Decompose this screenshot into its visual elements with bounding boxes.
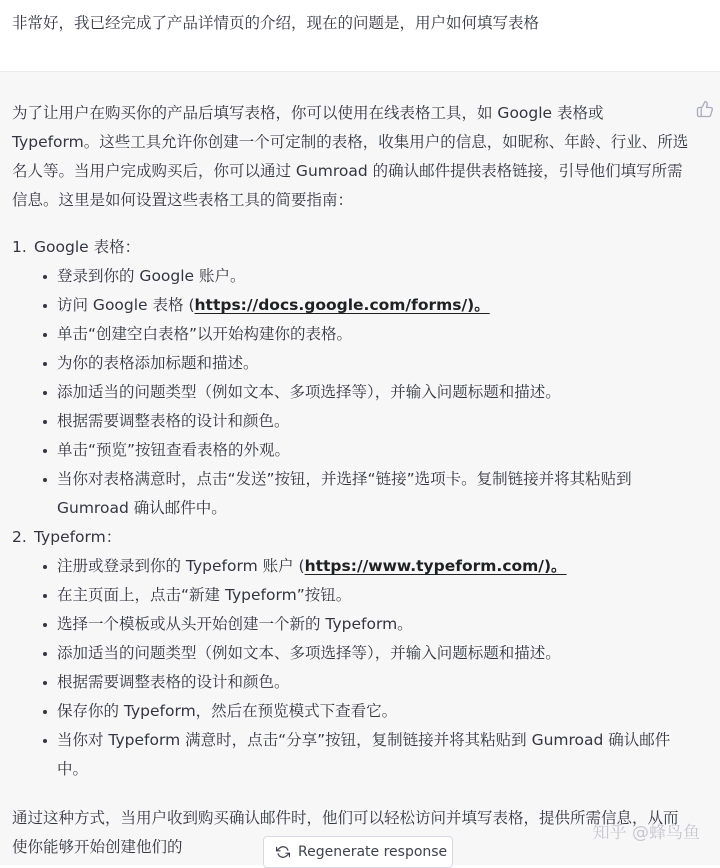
list-item: 注册或登录到你的 Typeform 账户 (https://www.typeform.com/)。: [40, 552, 690, 581]
list-item: 在主页面上，点击“新建 Typeform”按钮。: [40, 581, 690, 610]
section-number: 1.: [12, 238, 27, 256]
guide-sections: [12, 233, 690, 784]
list-item: 单击“预览”按钮查看表格的外观。: [40, 436, 690, 465]
list-item: 当你对 Typeform 满意时，点击“分享”按钮，复制链接并将其粘贴到 Gumroad 确认邮件中。: [40, 726, 690, 784]
typeform-steps: [40, 552, 690, 784]
section-title: Google 表格：: [34, 238, 141, 256]
assistant-intro: 为了让用户在购买你的产品后填写表格，你可以使用在线表格工具，如 Google 表格或 Typeform。这些工具允许你创建一个可定制的表格，收集用户的信息，如昵称、年龄、行业、所选名人等。当用户完成购买后，你可以通过 Gumroad 的确认邮件提供表格链接，引导他们填写所需信息。这里是如何设置这些表格工具的简要指南：: [12, 104, 689, 209]
list-item: 登录到你的 Google 账户。: [40, 262, 690, 291]
list-item: 访问 Google 表格 (https://docs.google.com/forms/)。: [40, 291, 690, 320]
list-item: 保存你的 Typeform，然后在预览模式下查看它。: [40, 697, 690, 726]
list-item: 单击“创建空白表格”以开始构建你的表格。: [40, 320, 690, 349]
user-message: [0, 0, 720, 72]
section-title: Typeform：: [34, 528, 122, 546]
list-item: 根据需要调整表格的设计和颜色。: [40, 668, 690, 697]
guide-section-google: [12, 233, 690, 523]
guide-section-typeform: [12, 523, 690, 784]
assistant-message: [0, 72, 720, 865]
google-steps: [40, 262, 690, 523]
user-message-text: 非常好，我已经完成了产品详情页的介绍，现在的问题是，用户如何填写表格: [12, 14, 540, 32]
list-item: 添加适当的问题类型（例如文本、多项选择等），并输入问题标题和描述。: [40, 639, 690, 668]
list-item: 选择一个模板或从头开始创建一个新的 Typeform。: [40, 610, 690, 639]
assistant-closing: 通过这种方式，当用户收到购买确认邮件时，他们可以轻松访问并填写表格，提供所需信息，从而使你能够开始创建他们的: [12, 809, 679, 856]
thumbs-up-icon[interactable]: [696, 100, 714, 118]
watermark: 知乎 @蜂鸟鱼: [592, 823, 700, 843]
list-item: 根据需要调整表格的设计和颜色。: [40, 407, 690, 436]
section-number: 2.: [12, 528, 27, 546]
refresh-icon: [276, 845, 290, 859]
regenerate-label: Regenerate response: [298, 844, 448, 860]
regenerate-response-button[interactable]: [263, 836, 453, 868]
typeform-link[interactable]: https://www.typeform.com/)。: [304, 557, 567, 575]
list-item: 为你的表格添加标题和描述。: [40, 349, 690, 378]
list-item: 当你对表格满意时，点击“发送”按钮，并选择“链接”选项卡。复制链接并将其粘贴到 Gumroad 确认邮件中。: [40, 465, 690, 523]
google-forms-link[interactable]: https://docs.google.com/forms/)。: [194, 296, 490, 314]
list-item: 添加适当的问题类型（例如文本、多项选择等），并输入问题标题和描述。: [40, 378, 690, 407]
